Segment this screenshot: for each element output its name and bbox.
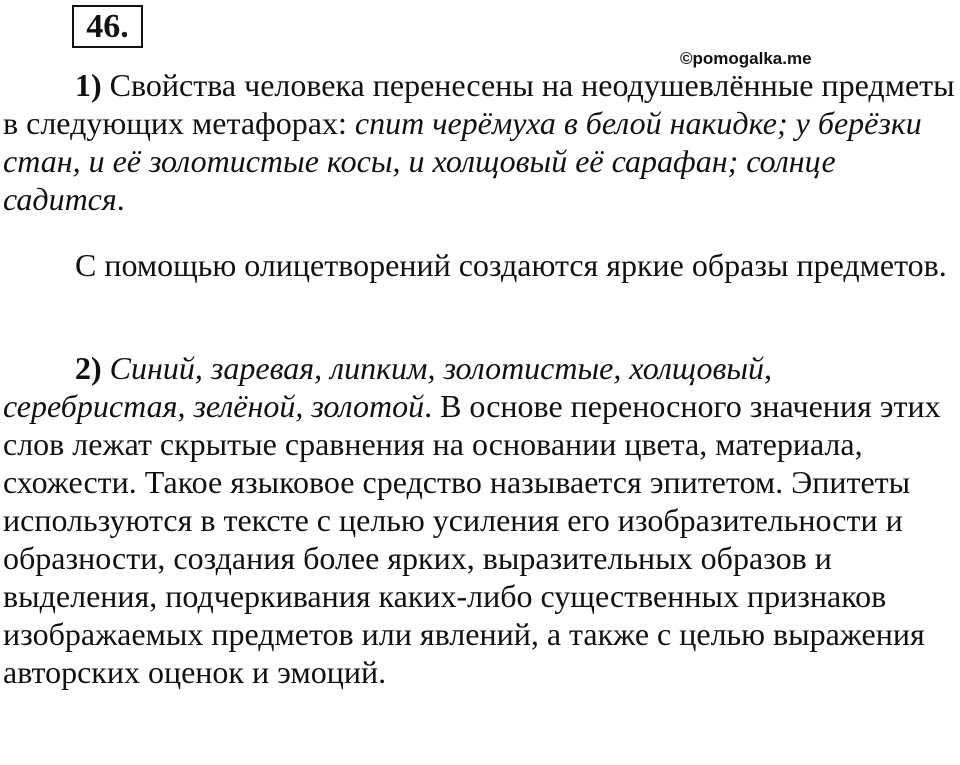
paragraph-3-label: 2): [75, 350, 102, 386]
paragraph-1-text: Свойства человека перенесены на неодушевлённые предметы в следующих метафорах:: [3, 67, 955, 141]
paragraph-2: [3, 246, 960, 284]
exercise-number: 46.: [86, 8, 129, 45]
paragraph-1-examples: спит черёмуха в белой накидке; у берёзки стан, и её золотистые косы, и холщовый её сарафан; солнце садится: [3, 105, 922, 217]
exercise-number-box: [72, 5, 143, 48]
paragraph-3-text: . В основе переносного значения этих слов лежат скрытые сравнения на основании цвета, материала, схожести. Такое языковое средство называется эпитетом. Эпитеты используются в тексте с целью усиления его изобразительности и образности, создания более ярких, выразительных образов и выделения, подчеркивания каких-либо существенных признаков изображаемых предметов или явлений, а также с целью выражения авторских оценок и эмоций.: [3, 388, 941, 690]
paragraph-1-end: .: [116, 181, 125, 217]
paragraph-2-text: С помощью олицетворений создаются яркие образы предметов.: [75, 247, 947, 283]
paragraph-3-examples: Синий, заревая, липким, золотистые, холщовый, серебристая, зелёной, золотой: [3, 350, 773, 424]
paragraph-1: [3, 66, 960, 218]
watermark: ©pomogalka.me: [680, 49, 812, 68]
paragraph-3: [3, 349, 960, 691]
paragraph-1-label: 1): [75, 67, 102, 103]
